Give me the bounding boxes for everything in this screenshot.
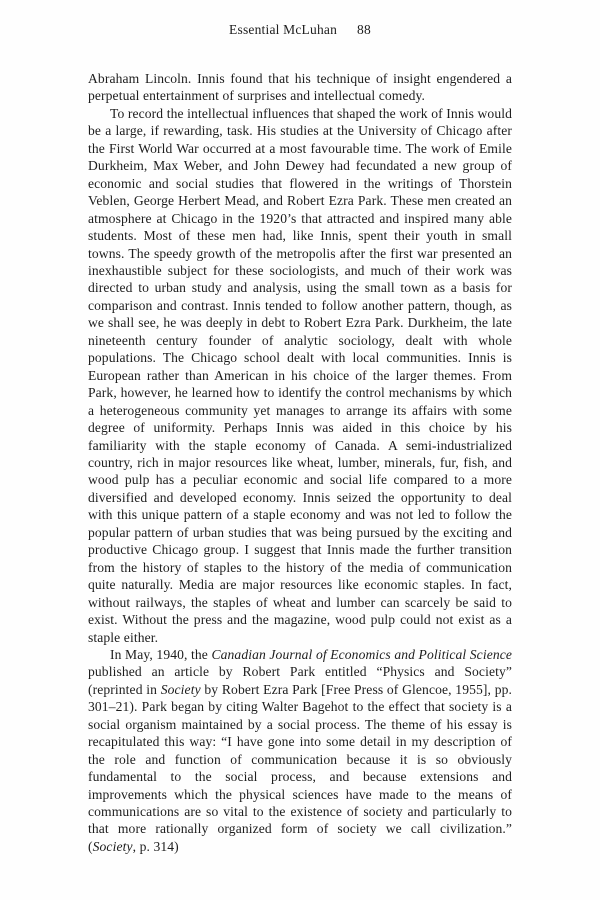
paragraph-innis-influences [88,105,512,646]
page-body [88,70,512,855]
paragraph-text: Abraham Lincoln. Innis found that his technique of insight engendered a perpetual entertainment of surprises and intellectual comedy. [88,71,512,104]
book-title-society: Society [160,681,201,697]
journal-title: Canadian Journal of Economics and Political Science [211,646,512,662]
book-title: Essential McLuhan [229,22,338,37]
paragraph-text: In May, 1940, the [110,646,212,662]
paragraph-text: To record the intellectual influences that shaped the work of Innis would be a large, if rewarding, task. His studies at the University of Chicago after the First World War occurred at a most favourable time. The work of Emile Durkheim, Max Weber, and John Dewey had fecundated a new group of economic and social studies that flowered in the writings of Thorstein Veblen, George Herbert Mead, and Robert Ezra Park. These men created an atmosphere at Chicago in the 1920’s that attracted and inspired many able students. Most of these men had, like Innis, spent their youth in small towns. The speedy growth of the metropolis after the first war presented an inexhaustible subject for these sociologists, and much of their work was directed to urban study and analysis, using the small town as a basis for comparison and contrast. Innis tended to follow another pattern, though, as we shall see, he was deeply in debt to Robert Ezra Park. Durkheim, the late nineteenth century founder of analytic sociology, dealt with whole populations. The Chicago school dealt with local communities. Innis is European rather than American in his choice of the larger themes. From Park, however, he learned how to identify the control mechanisms by which a heterogeneous community yet manages to arrange its affairs with some degree of uniformity. Perhaps Innis was aided in this choice by his familiarity with the staple economy of Canada. A semi-industrialized country, rich in major resources like wheat, lumber, minerals, fur, fish, and wood pulp has a peculiar economic and social life compared to a more diversified and developed economy. Innis seized the opportunity to deal with this unique pattern of a staple economy and was not led to follow the popular pattern of urban studies that was being pursued by the exciting and productive Chicago group. I suggest that Innis made the further transition from the history of staples to the history of the media of communication quite naturally. Media are major resources like economic staples. In fact, without railways, the staples of wheat and lumber can scarcely be said to exist. Without the press and the magazine, wood pulp could not exist as a staple either. [88,105,512,645]
paragraph-park-article [88,646,512,855]
paragraph-continuation [88,70,512,105]
paragraph-text: , p. 314) [132,838,179,854]
paragraph-text: by Robert Ezra Park [Free Press of Glencoe, 1955], pp. 301–21). Park began by citing Walter Bagehot to the effect that society is a social organism maintained by a social process. The theme of his essay is recapitulated this way: “I have gone into some detail in my description of the role and function of communication because it is so obviously fundamental to the social process, and because extensions and improvements which the physical sciences have made to the means of communications are so vital to the existence of society and particularly to that more rationally organized form of society we call civilization.” ( [88,681,512,854]
running-header [0,22,600,38]
book-title-society: Society [92,838,133,854]
paragraph-text: published an article by Robert Park entitled “Physics and Society” (reprinted in [88,664,512,697]
page-number: 88 [357,22,371,37]
